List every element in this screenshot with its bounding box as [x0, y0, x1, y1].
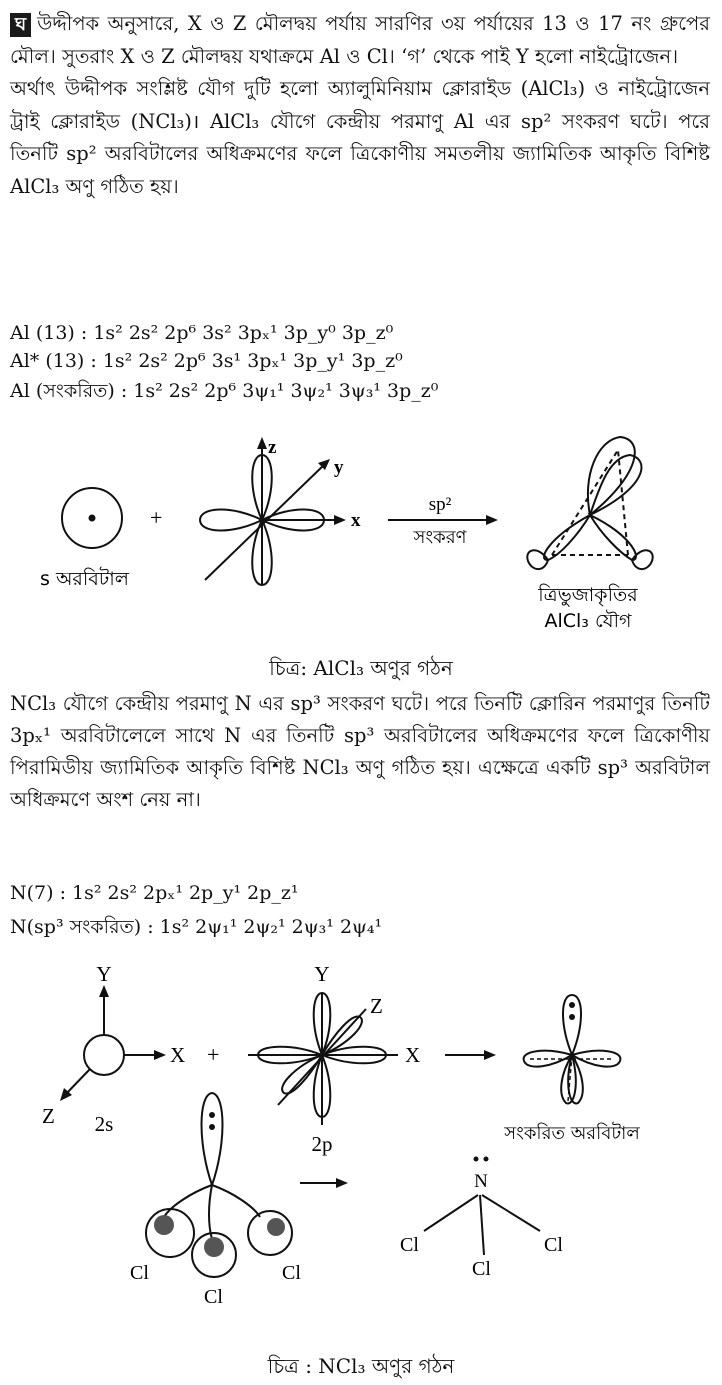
fig2-label-Y1: Y [96, 962, 112, 986]
atom-cl-bottom: Cl [472, 1258, 491, 1280]
y-axis [205, 463, 326, 580]
fig2-caption: চিত্র : NCl₃ অণুর গঠন [267, 1354, 455, 1378]
2p-label: 2p [311, 1132, 333, 1156]
fig1-caption: চিত্র: AlCl₃ অণুর গঠন [269, 656, 453, 680]
axis-x-label: x [351, 510, 361, 531]
ncl3-diagram [0, 955, 722, 1350]
fig2-label-X2: X [405, 1043, 421, 1067]
overlap-cl-left: Cl [130, 1262, 149, 1284]
hybrid-orbital-label: সংকরিত অরবিটাল [504, 1123, 640, 1144]
trigonal-orbitals-shape [527, 437, 652, 569]
trigonal-label-2: AlCl₃ যৌগ [544, 610, 632, 632]
para1-sentence-1: ঘ উদ্দীপক অনুসারে, X ও Z মৌলদ্বয় পর্যায় সারণির ৩য় পর্যায়ের 13 ও 17 নং গ্রুপের মৌল। সুতরাং X ও Z মৌলদ্বয় যথাক্রমে Al ও Cl। ‘গ’ থেকে পাই Y হলো নাইট্রোজেন। [10, 12, 710, 68]
atom-n-label: N [474, 1171, 488, 1192]
answer-badge: ঘ [10, 13, 31, 37]
lone-pair-dot-2 [484, 1157, 489, 1162]
al-config-3: Al (সংকরিত) : 1s² 2s² 2p⁶ 3ψ₁¹ 3ψ₂¹ 3ψ₃¹ 3p_z⁰ [10, 380, 439, 402]
alcl3-diagram [0, 415, 722, 645]
para2-text: NCl₃ যৌগে কেন্দ্রীয় পরমাণু N এর sp³ সংকরণ ঘটে। পরে তিনটি ক্লোরিন পরমাণুর তিনটি 3pₓ¹ অরবিটালেলে সাথে N এর তিনটি sp³ অরবিটালের অধিক্রমণের ফলে ত্রিকোণীয় পিরামিডীয় জ্যামিতিক আকৃতি বিশিষ্ট NCl₃ অণু গঠিত হয়। এক্ষেত্রে একটি sp³ অরবিটাল অধিক্রমণে অংশ নেয় না। [10, 692, 710, 811]
axis-y-label: y [334, 457, 344, 478]
fig2-label-X1: X [170, 1043, 186, 1067]
ncl3-paragraph [10, 688, 710, 816]
fig2-label-Y2: Y [314, 962, 330, 986]
cl-lobe-bottom [204, 1237, 224, 1257]
trigonal-label-1: ত্রিভুজাকৃতির [538, 584, 638, 606]
x-arrowhead [334, 515, 346, 525]
s-orbital-nucleus [90, 516, 95, 521]
para1-sentence-2: অর্থাৎ উদ্দীপক সংশ্লিষ্ট যৌগ দুটি হলো অ্যালুমিনিয়াম ক্লোরাইড (AlCl₃) ও নাইট্রোজেন ট্রাই ক্লোরাইড (NCl₃)। AlCl₃ যৌগে কেন্দ্রীয় পরমাণু Al এর sp² সংকরণ ঘটে। পরে তিনটি sp² অরবিটালের অধিক্রমণের ফলে ত্রিকোণীয় সমতলীয় জ্যামিতিক আকৃতি বিশিষ্ট AlCl₃ অণু গঠিত হয়। [10, 77, 710, 198]
n-config-2: N(sp³ সংকরিত) : 1s² 2ψ₁¹ 2ψ₂¹ 2ψ₃¹ 2ψ₄¹ [10, 916, 383, 938]
atom-cl-left: Cl [400, 1234, 419, 1256]
sp3-hybrid-shape [524, 995, 621, 1103]
n-config-1: N(7) : 1s² 2s² 2pₓ¹ 2p_y¹ 2p_z¹ [10, 882, 299, 904]
bond-n-cl-bottom [480, 1195, 484, 1255]
intro-paragraph [10, 8, 710, 203]
fig2-label-Z2: Z [370, 994, 383, 1018]
alcl3-figure [0, 415, 722, 645]
axis-z-label: z [268, 437, 277, 458]
sp2-label: sp² [428, 494, 452, 515]
s-orbital-label: s অরবিটাল [40, 568, 129, 590]
ncl3-figure [0, 955, 722, 1350]
hybridization-label: সংকরণ [413, 527, 467, 548]
reaction-arrowhead [486, 515, 498, 525]
fig2-plus: + [207, 1042, 220, 1067]
fig2-label-Z1: Z [42, 1104, 55, 1128]
bond-n-cl-left [424, 1195, 478, 1231]
al-config-1: Al (13) : 1s² 2s² 2p⁶ 3s² 3pₓ¹ 3p_y⁰ 3p_z⁰ [10, 322, 394, 344]
al-config-2: Al* (13) : 1s² 2s² 2p⁶ 3s¹ 3pₓ¹ 3p_y¹ 3p_z⁰ [10, 350, 403, 372]
fig1-plus: + [150, 505, 163, 530]
cl-lobe-right [267, 1218, 285, 1236]
trigonal-dashed-lines [552, 450, 628, 555]
bond-n-cl-right [482, 1195, 540, 1231]
overlap-cl-bottom: Cl [204, 1286, 223, 1308]
atom-cl-right: Cl [544, 1234, 563, 1256]
lone-pair-dot-1 [474, 1157, 479, 1162]
overlap-cl-right: Cl [282, 1262, 301, 1284]
cl-lobe-left [154, 1215, 174, 1235]
z-arrowhead [257, 437, 267, 449]
2s-label: 2s [94, 1112, 114, 1136]
